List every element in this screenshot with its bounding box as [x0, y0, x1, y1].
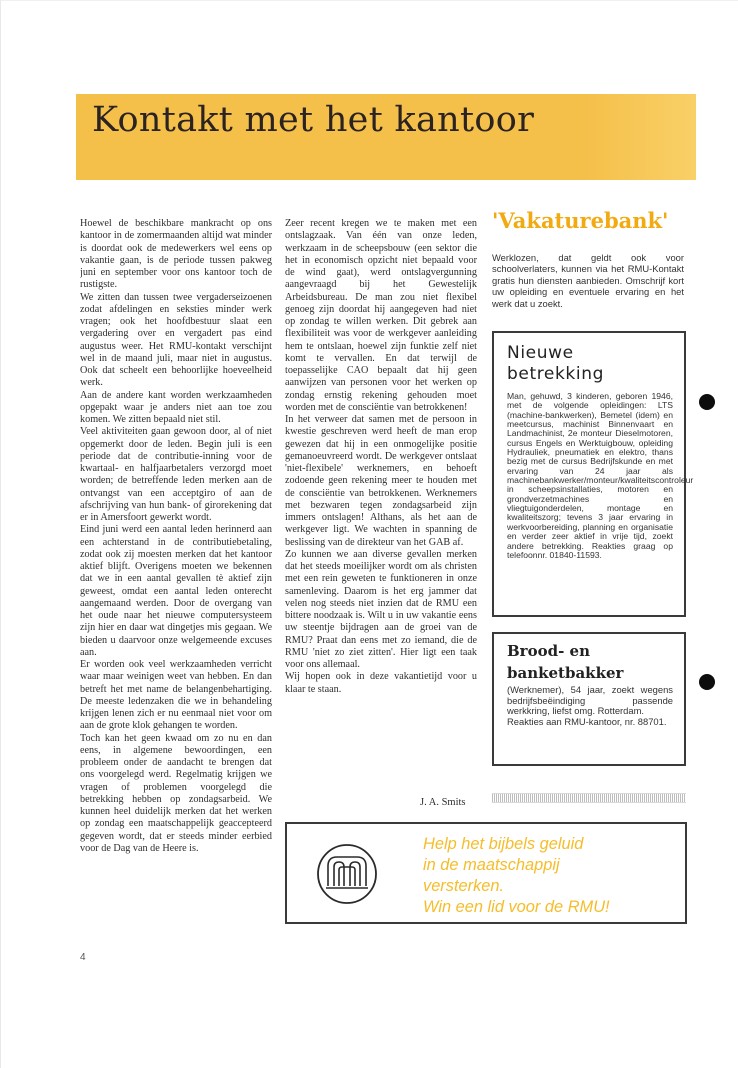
ad-slogan-line: Help het bijbels geluid	[423, 835, 584, 853]
page-title: Kontakt met het kantoor	[92, 100, 535, 140]
ad-slogan-line: in de maatschappij	[423, 856, 560, 874]
listing-reply: Reakties aan RMU-kantoor, nr. 88701.	[507, 715, 667, 727]
listing-title	[507, 343, 604, 385]
article-paragraph: Eind juni werd een aantal leden herinnerd aan een achterstand in de contributiebetaling, zodat ook zij moesten merken dat het kantoor aktief blijft. Overigens moeten we bekennen dat we in een aantal gevallen tè aktief zijn geweest, omdat een aantal leden onterecht aangemaand werden. Door de overgang van het oude naar het nieuwe computersysteem zijn hier en daar wat dingetjes mis gegaan. We bieden u daarvoor onze welgemeende excuses aan.	[80, 524, 272, 658]
rmu-advertisement	[285, 822, 687, 924]
article-paragraph: Er worden ook veel werkzaamheden verricht waar maar weinigen weet van hebben. En dan betreft het met name de belangenbehartiging. De meeste ledenzaken die we in behandeling krijgen lenen zich er nu eenmaal niet voor om aan de grote klok gehangen te worden.	[80, 659, 272, 732]
page-number: 4	[80, 952, 86, 963]
listing-title-line: betrekking	[507, 364, 604, 384]
listing-title-line: Brood- en	[507, 642, 590, 660]
article-paragraph: In het verweer dat samen met de persoon in kwestie geschreven werd heeft de man erop gewezen dat hij in een onmogelijke positie gemanoeuvreerd wordt. De werkgever ontslaat 'niet-flexibele' werknemers, en behoeft zodoende geen rekening meer te houden met de consciëntie van betrokkenen. Werknemers met bezwaren tegen zondagsarbeid zijn immers ontslagen! Althans, als het aan de werkgever ligt. We wachten in spanning de beslissing van de direkteur van het GAB af.	[285, 414, 477, 548]
vakaturebank-intro: Werklozen, dat geldt ook voor schoolverlaters, kunnen via het RMU-Kontakt gratis hun diensten aanbieden. Omschrijf kort uw opleiding en eventuele ervaring en het werk dat u zoekt.	[492, 252, 684, 309]
listing-box-nieuwe-betrekking	[492, 331, 694, 617]
article-paragraph: Aan de andere kant worden werkzaamheden opgepakt waar je anders niet aan toe zou komen. We zitten bepaald niet stil.	[80, 389, 272, 425]
article-paragraph: Wij hopen ook in deze vakantietijd voor u klaar te staan.	[285, 671, 477, 695]
article-paragraph: Hoewel de beschikbare mankracht op ons kantoor in de zomermaanden altijd wat minder is doordat ook de medewerkers wel eens op vakantie gaan, is de periode tussen pakweg juni en september voor ons kantoor toch de rustigste.	[80, 218, 272, 291]
article-paragraph: Zeer recent kregen we te maken met een ontslagzaak. Van één van onze leden, werkzaam in de scheepsbouw (een sektor die het in economisch opzicht niet bepaald voor de wind gaat), werd ontslagvergunning aangevraagd bij het Gewestelijk Arbeidsbureau. De man zou niet flexibel genoeg zijn doordat hij aangegeven had niet op zondag te willen werken. Dit gebrek aan flexibiliteit was voor de werkgever aanleiding hem te ontslaan, hoewel zijn funktie zelf niet komt te vervallen. En dat terwijl de toepasselijke CAO bepaalt dat hij geen aanwijzen van personen voor het werken op zondag ernstig rekening gehouden moet worden met de consciëntie van betrokkenen!	[285, 218, 477, 413]
listing-title-line: Nieuwe	[507, 343, 574, 363]
vakaturebank-title: 'Vakaturebank'	[492, 208, 669, 233]
punch-hole	[699, 394, 715, 410]
listing-description: (Werknemer), 54 jaar, zoekt wegens bedrijfsbeëindiging passende werkkring, liefst omg. Rotterdam.	[507, 684, 673, 717]
listing-text	[507, 685, 673, 727]
article-paragraph: Veel aktiviteiten gaan gewoon door, al of niet opgemerkt door de leden. Begin juli is een periode dat de contributie-inning voor de kwartaal- en halfjaarbetalers verzorgd moet worden; de betreffende leden merken aan de ontvangst van een acceptgiro of aan de afschrijving van hun bank- of girorekening dat er in Amersfoort gewerkt wordt.	[80, 426, 272, 523]
article-signature: J. A. Smits	[420, 797, 466, 808]
ad-slogan	[423, 834, 610, 918]
article-paragraph: We zitten dan tussen twee vergaderseizoenen zodat afdelingen en seksties minder werk vragen; ook het hoofdbestuur slaat een vergadering over en vergadert pas eind augustus weer. Het RMU-kontakt verschijnt wel in de maand juli, maar niet in augustus. Ook dat scheelt een behoorlijke hoeveelheid werk.	[80, 291, 272, 389]
listing-title-line: banketbakker	[507, 664, 624, 682]
punch-hole	[699, 674, 715, 690]
article-column-1	[80, 218, 272, 953]
listing-title	[507, 640, 623, 684]
article-paragraph: Zo kunnen we aan diverse gevallen merken dat het steeds moeilijker wordt om als christen met een rein geweten te funktioneren in onze samenleving. Daarom is het erg jammer dat velen nog steeds niet inzien dat de RMU een bittere noodzaak is. Wilt u in uw vakantie eens uw steentje bijdragen aan de groei van de RMU? Praat dan eens met zo iemand, die de RMU 'niet zo ziet zitten'. Hier ligt een taak voor ons allemaal.	[285, 548, 477, 670]
rmu-logo-icon	[315, 842, 379, 906]
ad-slogan-line: versterken.	[423, 877, 505, 895]
article-paragraph: Toch kan het geen kwaad om zo nu en dan eens, in algemene bewoordingen, een probleem onder de aandacht te brengen dat ons voorgelegd werd. Regelmatig krijgen we vragen of problemen voorgelegd die betrekking hebben op zondagsarbeid. We kunnen heel duidelijk merken dat het werken op zondag een maatschappelijk geaccepteerd gegeven wordt, dat er steeds minder eerbied voor de Dag van de Heere is.	[80, 732, 272, 854]
hatched-divider	[492, 793, 686, 803]
listing-text: Man, gehuwd, 3 kinderen, geboren 1946, met de volgende opleidingen: LTS (machine-bankwerken), Bemetel (idem) en meetcursus, machinist Binnenvaart en Landmachinist, 2e monteur Dieselmotoren, cursus Engels en Werktuigbouw, opleiding Hydrauliek, pneumatiek en elektro, thans bezig met de cursus Bedrijfskunde en met ervaring van 24 jaar als machinebankwerker/monteur/kwaliteitscontroleur in scheepsinstallaties, motoren en grondverzetmachines en vliegtuigonderdelen, montage en kwaliteitszorg; tevens 3 jaar ervaring in werkvoorbereiding, planning en organisatie en verder zeer aktief in vrije tijd, zoekt andere betrekking. Reakties graag op telefoonnr. 01840-11593.	[507, 391, 694, 560]
listing-box-brood-en-banketbakker	[492, 632, 686, 766]
ad-slogan-line: Win een lid voor de RMU!	[423, 898, 610, 916]
article-column-2	[285, 218, 477, 803]
